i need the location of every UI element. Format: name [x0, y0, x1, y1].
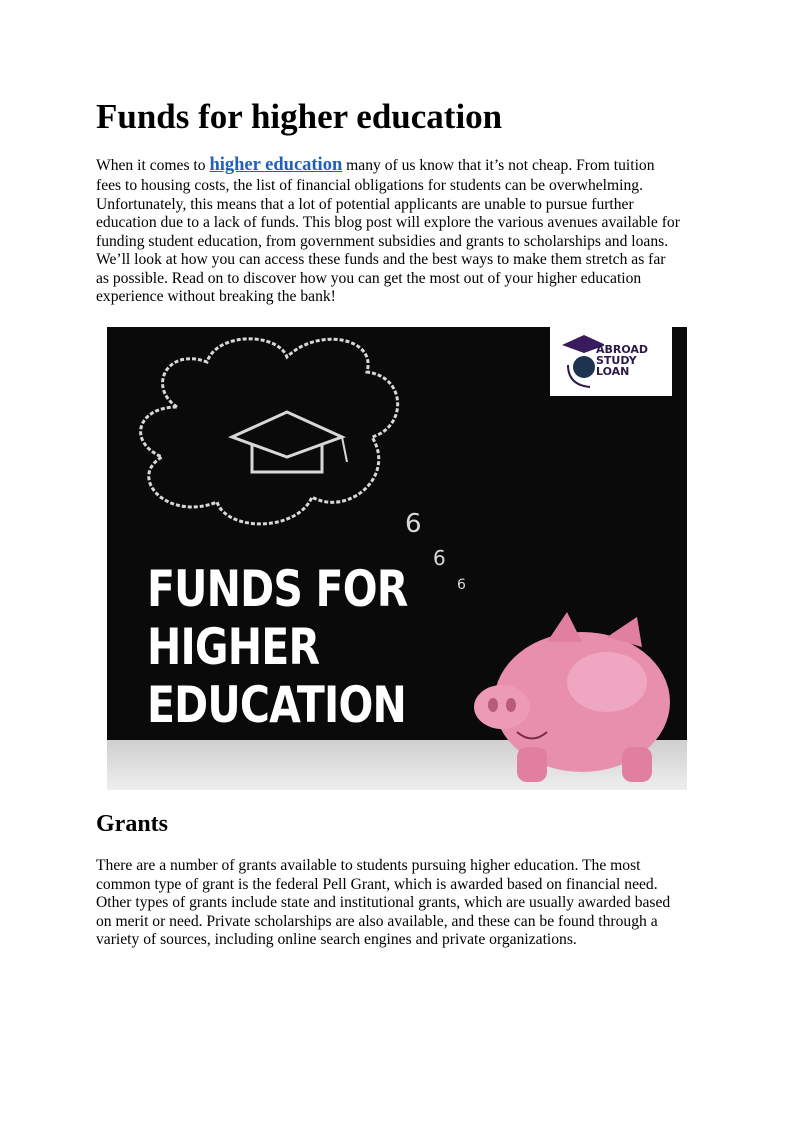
intro-text: When it comes to: [96, 157, 210, 174]
hero-headline: [147, 560, 408, 734]
intro-line: We’ll look at how you can access these funds and the best ways to make them stretch as far: [96, 251, 666, 268]
grants-line: common type of grant is the federal Pell Grant, which is awarded based on financial need.: [96, 875, 658, 893]
svg-text:6: 6: [457, 577, 466, 593]
grants-line: Other types of grants include state and institutional grants, which are usually awarded based: [96, 894, 671, 911]
abroad-study-loan-logo: [550, 327, 672, 396]
grants-paragraph: [96, 857, 670, 950]
grants-line: There are a number of grants available to students pursuing higher education. The most: [96, 857, 641, 874]
intro-line: fees to housing costs, the list of financial obligations for students can be overwhelming.: [96, 177, 643, 194]
grants-heading: Grants: [96, 811, 168, 837]
intro-line: funding student education, from government subsidies and grants to scholarships and loans.: [96, 232, 669, 250]
intro-paragraph: [96, 156, 680, 307]
grants-line: on merit or need. Private scholarships are also available, and these can be found through a: [96, 912, 658, 930]
headline-line: HIGHER: [147, 618, 320, 676]
piggy-bank-icon: [457, 607, 677, 790]
intro-text: many of us know that it’s not cheap. From tuition: [342, 157, 655, 174]
intro-line: as possible. Read on to discover how you can get the most out of your higher education: [96, 269, 642, 287]
intro-line: Unfortunately, this means that a lot of potential applicants are unable to pursue further: [96, 195, 634, 213]
logo-text: [596, 344, 648, 377]
page-title: Funds for higher education: [96, 97, 503, 136]
intro-line: experience without breaking the bank!: [96, 288, 336, 305]
intro-line: education due to a lack of funds. This blog post will explore the various avenues available for: [96, 214, 680, 231]
higher-education-link[interactable]: higher education: [209, 155, 343, 175]
svg-text:6: 6: [433, 546, 446, 570]
logo-line: LOAN: [596, 365, 630, 378]
headline-line: FUNDS FOR: [147, 560, 408, 618]
headline-line: EDUCATION: [147, 676, 406, 734]
svg-text:6: 6: [405, 509, 422, 539]
logo-line: STUDY: [596, 354, 637, 367]
logo-line: ABROAD: [596, 343, 649, 356]
grants-line: variety of sources, including online search engines and private organizations.: [96, 931, 577, 948]
hero-image: [107, 327, 687, 790]
